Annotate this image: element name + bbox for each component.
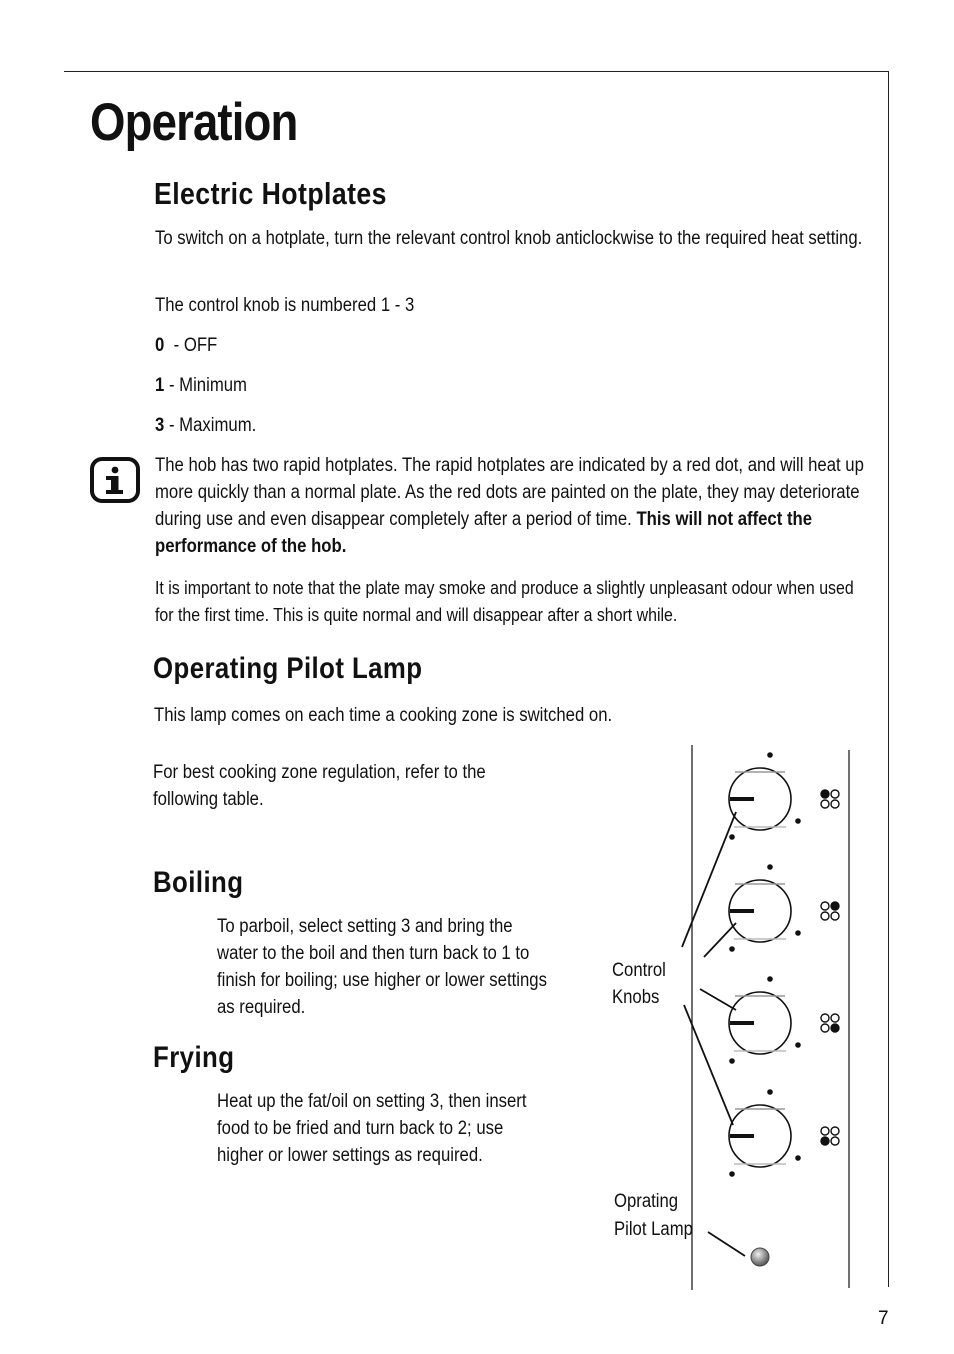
first-use-note: It is important to note that the plate may smoke and produce a slightly unpleasant odour when used for the first time. This is quite normal and will disappear after a short while. (155, 577, 854, 625)
cooking-zone-indicator-icon (821, 1014, 839, 1032)
setting-off: 0 - OFF (155, 335, 218, 356)
pilot-lamp-label-line2: Pilot Lamp (614, 1218, 693, 1240)
control-knob-icon (729, 752, 801, 840)
control-knobs-label-line1: Control (612, 959, 666, 981)
boiling-text: To parboil, select setting 3 and bring the water to the boil and then turn back to 1 to finish for boiling; use higher or lower settings as required. (217, 916, 547, 1018)
setting-minimum: 1 - Minimum (155, 375, 247, 396)
leader-line (708, 1232, 745, 1256)
section-heading-pilot-lamp: Operating Pilot Lamp (153, 652, 423, 685)
setting-maximum: 3 - Maximum. (155, 415, 257, 436)
cooking-zone-indicator-icon (821, 790, 839, 808)
page-title: Operation (90, 93, 298, 152)
page-number: 7 (878, 1308, 889, 1329)
regulation-text: For best cooking zone regulation, refer to the following table. (153, 762, 486, 810)
leader-line (682, 812, 736, 947)
leader-line (704, 923, 736, 957)
section-heading-boiling: Boiling (153, 866, 244, 899)
top-rule (64, 71, 889, 72)
info-icon (89, 456, 141, 504)
control-knobs-label-line2: Knobs (612, 986, 660, 1008)
pilot-lamp-text: This lamp comes on each time a cooking zone is switched on. (154, 705, 613, 726)
rapid-hotplates-info: The hob has two rapid hotplates. The rapid hotplates are indicated by a red dot, and will heat up more quickly than a normal plate. As the red dots are painted on the plate, they may deteriorate during use and even disappear completely after a period of time. This will not affect the performance of the hob. (155, 455, 864, 557)
pilot-lamp-icon (751, 1248, 769, 1266)
frying-text: Heat up the fat/oil on setting 3, then insert food to be fried and turn back to 2; use higher or lower settings as required. (217, 1091, 527, 1166)
section-heading-electric-hotplates: Electric Hotplates (154, 176, 387, 211)
control-panel-diagram (600, 740, 870, 1300)
section-heading-frying: Frying (153, 1041, 235, 1074)
cooking-zone-indicator-icon (821, 1127, 839, 1145)
leader-line (700, 989, 736, 1010)
control-knob-icon (729, 864, 801, 952)
cooking-zone-indicator-icon (821, 902, 839, 920)
right-rule (888, 71, 889, 1287)
pilot-lamp-label-line1: Oprating (614, 1190, 679, 1212)
leader-line (684, 1005, 733, 1125)
knob-numbered-text: The control knob is numbered 1 - 3 (155, 295, 415, 316)
control-knob-icon (729, 1089, 801, 1177)
control-knob-icon (729, 976, 801, 1064)
hotplates-intro: To switch on a hotplate, turn the relevant control knob anticlockwise to the required heat setting. (155, 228, 863, 249)
